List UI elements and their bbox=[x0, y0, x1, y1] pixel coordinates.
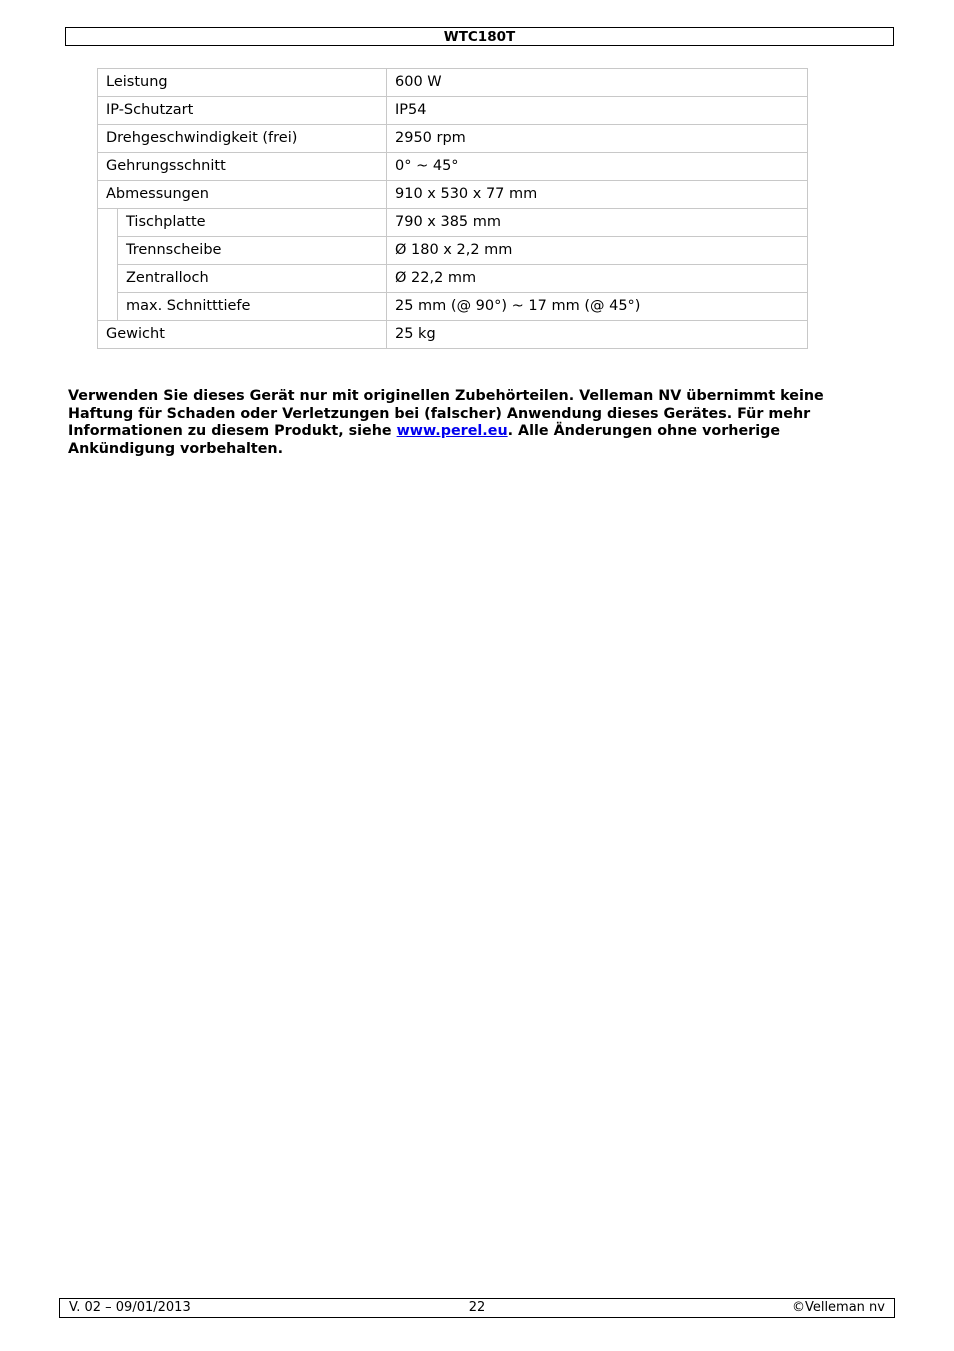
spec-value: 2950 rpm bbox=[387, 125, 808, 153]
spec-sublabel: Tischplatte bbox=[118, 209, 387, 237]
spec-value: 790 x 385 mm bbox=[387, 209, 808, 237]
footer-page-number: 22 bbox=[468, 1300, 486, 1315]
spec-sublabel: max. Schnitttiefe bbox=[118, 293, 387, 321]
footer-copyright: ©Velleman nv bbox=[791, 1300, 885, 1315]
spec-sublabel: Zentralloch bbox=[118, 265, 387, 293]
table-row bbox=[98, 181, 808, 209]
spec-value: 25 kg bbox=[387, 321, 808, 349]
footer-version: V. 02 – 09/01/2013 bbox=[69, 1300, 191, 1315]
table-row bbox=[98, 125, 808, 153]
spec-sublabel: Trennscheibe bbox=[118, 237, 387, 265]
spec-label: IP-Schutzart bbox=[98, 97, 387, 125]
page-footer bbox=[59, 1298, 895, 1318]
spec-value: 0° ~ 45° bbox=[387, 153, 808, 181]
spec-value: 910 x 530 x 77 mm bbox=[387, 181, 808, 209]
spec-label: Gewicht bbox=[98, 321, 387, 349]
page-header bbox=[65, 27, 894, 46]
spec-value: 25 mm (@ 90°) ~ 17 mm (@ 45°) bbox=[387, 293, 808, 321]
spec-label: Gehrungsschnitt bbox=[98, 153, 387, 181]
spec-value: Ø 180 x 2,2 mm bbox=[387, 237, 808, 265]
table-row bbox=[98, 321, 808, 349]
table-row bbox=[98, 97, 808, 125]
spec-label: Abmessungen bbox=[98, 181, 387, 209]
table-row bbox=[98, 209, 808, 237]
spec-value: 600 W bbox=[387, 69, 808, 97]
indent-cell bbox=[98, 209, 118, 321]
table-row bbox=[98, 265, 808, 293]
perel-website-link[interactable]: www.perel.eu bbox=[396, 423, 508, 440]
spec-label: Leistung bbox=[98, 69, 387, 97]
spec-label: Drehgeschwindigkeit (frei) bbox=[98, 125, 387, 153]
notice-text-1: Verwenden Sie dieses Gerät nur mit originellen Zubehörteilen. Velleman NV übernimmt keine Haftung für Schaden oder Verletzungen bei (falscher) Anwendung dieses Gerätes. Für mehr Informationen zu diesem Produkt, siehe bbox=[68, 388, 824, 440]
specifications-table bbox=[97, 68, 808, 349]
document-title: WTC180T bbox=[443, 29, 516, 45]
table-row bbox=[98, 293, 808, 321]
spec-value: Ø 22,2 mm bbox=[387, 265, 808, 293]
table-row bbox=[98, 69, 808, 97]
table-row bbox=[98, 153, 808, 181]
spec-value: IP54 bbox=[387, 97, 808, 125]
disclaimer-notice bbox=[68, 388, 868, 458]
table-row bbox=[98, 237, 808, 265]
notice-text-2: . Alle Änderungen ohne vorherige Ankündigung vorbehalten. bbox=[68, 423, 781, 457]
